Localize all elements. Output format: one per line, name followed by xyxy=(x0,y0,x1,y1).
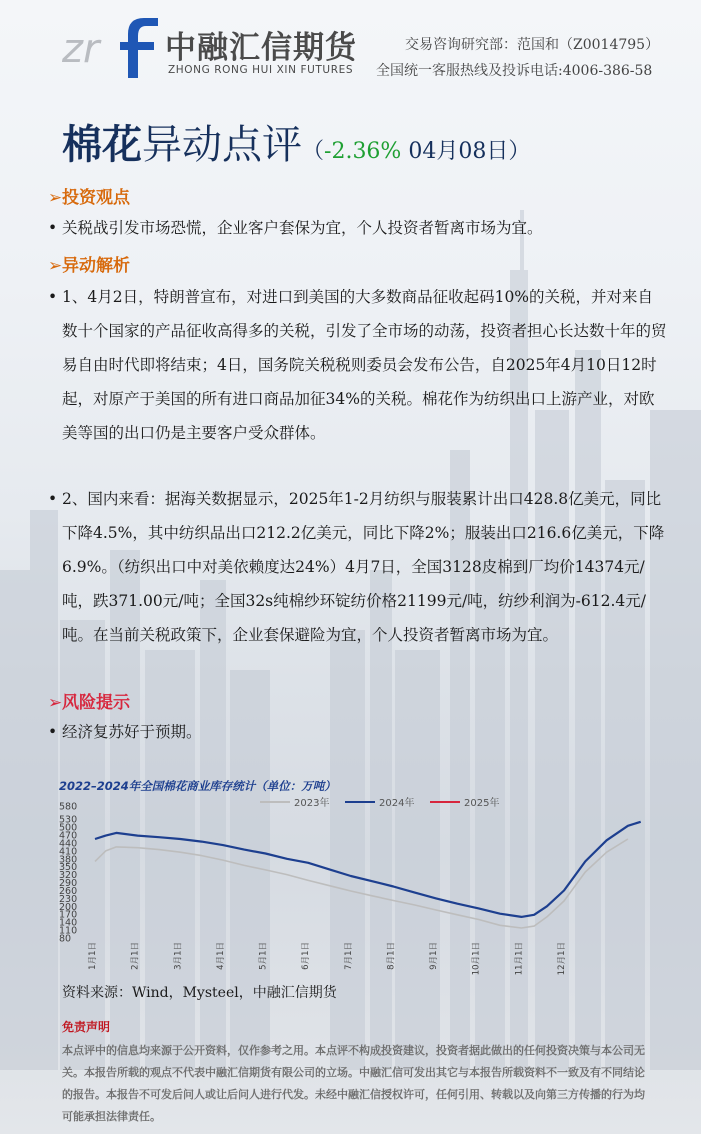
analysis-text-1: 1、4月2日，特朗普宣布，对进口到美国的大多数商品征收起码10%的关税，并对来自数十个国家的产品征收高得多的关税，引发了全市场的动荡，投资者担心长达数十年的贸易自由时代即将结束；4日，国务院关税税则委员会发布公告，自2025年4月10日12时起，对原产于美国的所有进口商品加征34%的关税。棉花作为纺织出口上游产业，对欧美等国的出口仍是主要客户受众群体。 xyxy=(62,288,667,442)
title-change-percent: -2.36% xyxy=(324,139,402,164)
legend-label-1: 2024年 xyxy=(379,798,415,809)
x-tick-label: 3月1日 xyxy=(173,942,184,970)
x-tick-label: 6月1日 xyxy=(301,942,312,970)
disclaimer-heading: 免责声明 xyxy=(62,1020,111,1034)
y-tick-label: 580 xyxy=(59,801,78,813)
disclaimer-text: 本点评中的信息均来源于公开资料，仅作参考之用。本点评不构成投资建议，投资者据此做出的任何投资决策与本公司无关。本报告所载的观点不代表中融汇信期货有限公司的立场。中融汇信可发出其它与本报告所载资料不一致及有不同结论的报告。本报告不可发后问人或让后问人进行代发。未经中融汇信授权许可，任何引用、转载以及向第三方传播的行为均可能承担法律责任。 xyxy=(62,1044,645,1123)
bullet-icon: • xyxy=(48,219,58,237)
series-line-0 xyxy=(95,839,628,928)
chart-y-axis xyxy=(59,802,77,945)
risk-paragraph xyxy=(48,715,668,749)
y-tick-label: 170 xyxy=(59,909,78,921)
x-tick-label: 11月1日 xyxy=(514,942,525,976)
arrow-icon: ➢ xyxy=(48,256,63,276)
title-close-paren: ） xyxy=(508,139,531,164)
chart-title: 2022–2024年全国棉花商业库存统计（单位：万吨） xyxy=(59,779,336,793)
company-name-cn: 中融汇信期货 xyxy=(165,30,357,66)
chart-plot-area xyxy=(95,822,641,928)
x-tick-label: 9月1日 xyxy=(429,942,440,970)
x-tick-label: 7月1日 xyxy=(343,942,354,970)
chart-legend xyxy=(260,796,499,809)
title-text: 异动点评 xyxy=(142,122,302,168)
y-tick-label: 530 xyxy=(59,814,78,826)
y-tick-label: 440 xyxy=(59,838,78,850)
bullet-icon: • xyxy=(48,490,58,508)
chart-x-axis xyxy=(88,942,567,975)
x-tick-label: 12月1日 xyxy=(556,942,567,976)
x-tick-label: 8月1日 xyxy=(386,942,397,970)
inventory-chart xyxy=(55,770,655,980)
analysis-text-2: 2、国内来看：据海关数据显示，2025年1-2月纺织与服装累计出口428.8亿美元，同比下降4.5%，其中纺织品出口212.2亿美元，同比下降2%；服装出口216.6亿美元，下降6.9%。（纺织出口中对美依赖度达24%）4月7日，全国3128皮棉到厂均价14374元/吨，跌371.00元/吨；全国32s纯棉纱环锭纺价格21199元/吨，纺纱利润为-612.4元/吨。在当前关税政策下，企业套保避险为宜，个人投资者暂离市场为宜。 xyxy=(62,490,665,644)
hotline-contact: 全国统一客服热线及投诉电话:4006-386-58 xyxy=(376,63,653,79)
legend-label-2: 2025年 xyxy=(464,798,500,809)
page-header xyxy=(0,0,701,95)
y-tick-label: 230 xyxy=(59,893,78,905)
y-tick-label: 410 xyxy=(59,846,78,858)
arrow-icon: ➢ xyxy=(48,188,63,208)
y-tick-label: 110 xyxy=(59,925,78,937)
bullet-icon: • xyxy=(48,723,58,741)
y-tick-label: 290 xyxy=(59,878,78,890)
section-heading-analysis: ➢异动解析 xyxy=(48,256,130,276)
data-source: 资料来源：Wind，Mysteel，中融汇信期货 xyxy=(62,985,337,1001)
y-tick-label: 80 xyxy=(59,933,72,945)
company-logo-icon xyxy=(62,12,160,80)
x-tick-label: 2月1日 xyxy=(130,942,141,970)
title-date: 04月08日 xyxy=(401,139,509,164)
risk-text: 经济复苏好于预期。 xyxy=(62,723,202,741)
y-tick-label: 200 xyxy=(59,901,78,913)
analyst-contact: 交易咨询研究部：范国和（Z0014795） xyxy=(405,37,660,53)
y-tick-label: 470 xyxy=(59,830,78,842)
view-text: 关税战引发市场恐慌，企业客户套保为宜，个人投资者暂离市场为宜。 xyxy=(62,219,543,237)
bullet-icon: • xyxy=(48,288,58,306)
analysis-paragraph-2 xyxy=(48,482,668,652)
y-tick-label: 350 xyxy=(59,862,78,874)
x-tick-label: 1月1日 xyxy=(88,942,98,970)
arrow-icon: ➢ xyxy=(48,693,63,713)
series-line-1 xyxy=(95,822,641,917)
x-tick-label: 4月1日 xyxy=(215,942,226,970)
analysis-paragraph-1 xyxy=(48,280,668,450)
title-commodity: 棉花 xyxy=(62,122,142,168)
view-paragraph xyxy=(48,211,668,245)
y-tick-label: 500 xyxy=(59,822,78,834)
x-tick-label: 5月1日 xyxy=(258,942,269,970)
company-name-en: ZHONG RONG HUI XIN FUTURES xyxy=(168,64,354,76)
y-tick-label: 320 xyxy=(59,870,78,882)
y-tick-label: 140 xyxy=(59,917,78,929)
section-heading-view: ➢投资观点 xyxy=(48,188,130,208)
page-title xyxy=(62,113,530,170)
x-tick-label: 10月1日 xyxy=(471,942,482,976)
y-tick-label: 380 xyxy=(59,854,78,866)
section-heading-risk: ➢风险提示 xyxy=(48,693,130,713)
title-open-paren: （ xyxy=(302,139,325,164)
legend-label-0: 2023年 xyxy=(294,798,330,809)
y-tick-label: 260 xyxy=(59,885,78,897)
svg-text:zr: zr xyxy=(62,26,100,72)
